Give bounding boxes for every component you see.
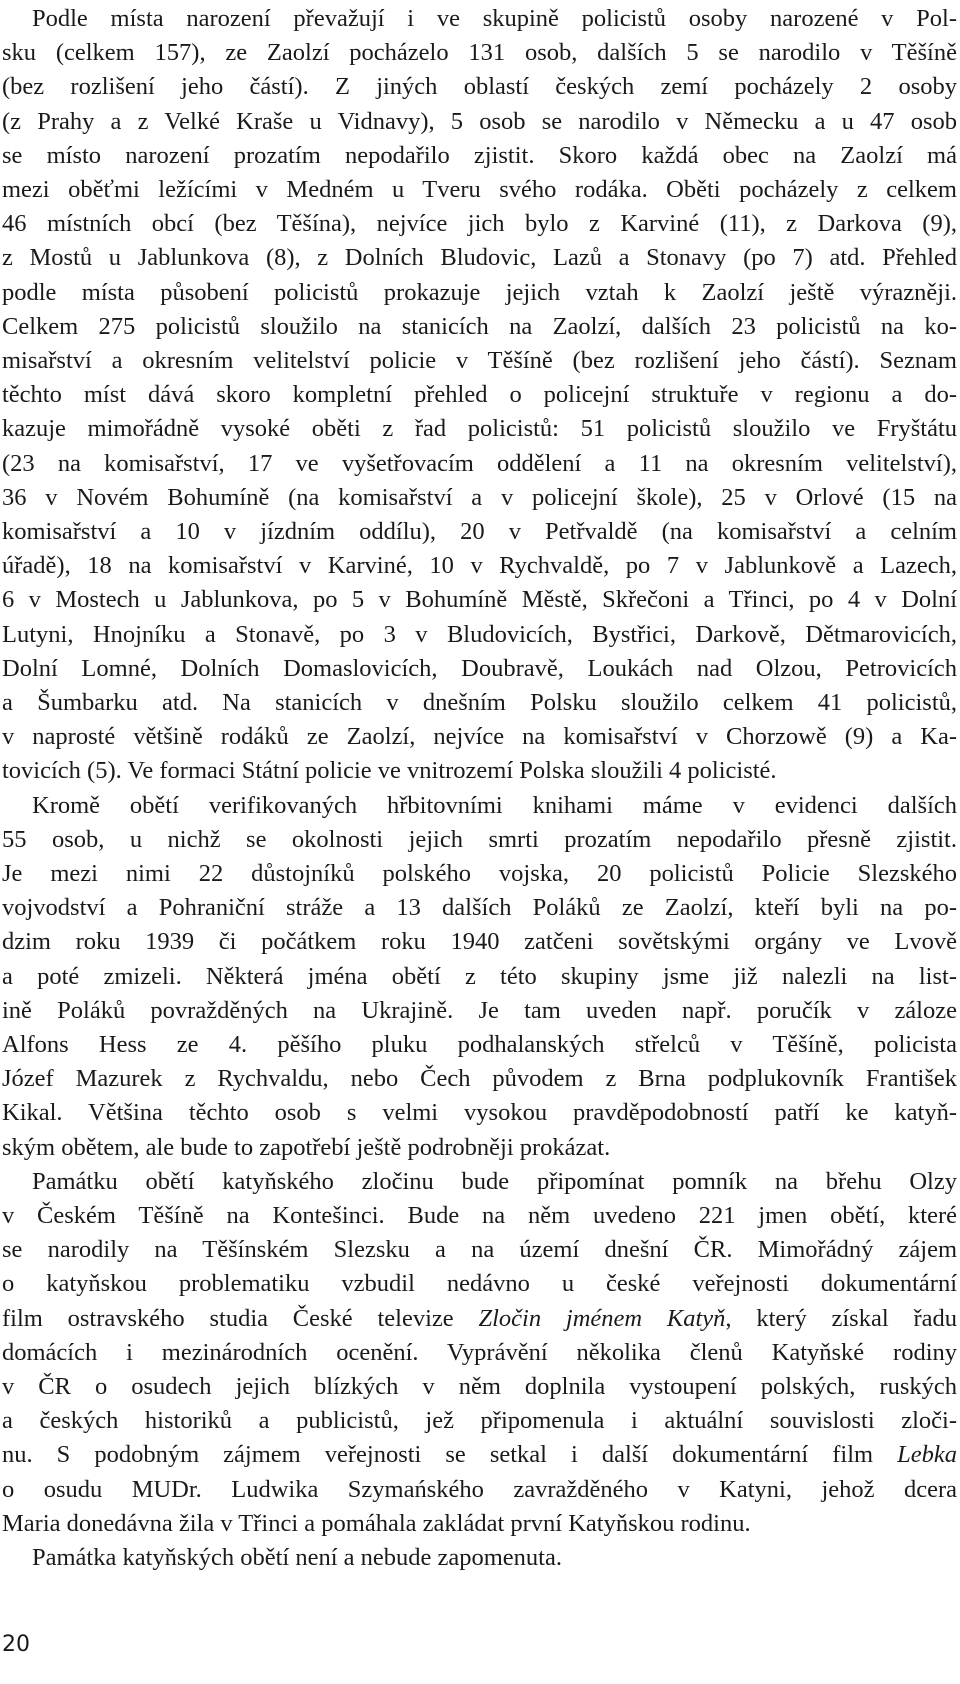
text-line-content: 55 osob, u nichž se okolnosti jejich smrti prozatím nepodařilo přesně zjistit. xyxy=(2,825,957,853)
text-line xyxy=(0,478,960,517)
page-number: 20 xyxy=(2,1632,30,1657)
text-line xyxy=(0,649,960,688)
text-line-content: Památka katyňských obětí není a nebude zapomenuta. xyxy=(32,1544,562,1571)
text-line xyxy=(0,888,960,927)
text-line-content: úřadě), 18 na komisařství v Karviné, 10 v Rychvaldě, po 7 v Jablunkově a Lazech, xyxy=(2,552,957,580)
text-line-content: mezi oběťmi ležícími v Medném u Tveru svého rodáka. Oběti pocházely z celkem xyxy=(2,176,957,203)
text-line xyxy=(0,170,960,209)
text-line xyxy=(0,717,960,756)
text-line-content: film ostravského studia České televize Zločin jménem Katyň, který získal řadu xyxy=(2,1304,957,1332)
text-line xyxy=(0,67,960,106)
text-line-content: se narodily na Těšínském Slezsku a na území dnešní ČR. Mimořádný zájem xyxy=(2,1236,957,1264)
text-line xyxy=(0,512,960,551)
text-line-content: Je mezi nimi 22 důstojníků polského vojska, 20 policistů Policie Slezského xyxy=(2,860,957,887)
text-line xyxy=(0,409,960,448)
text-line-content: těchto míst dává skoro kompletní přehled o policejní struktuře v regionu a do- xyxy=(2,381,957,409)
text-line xyxy=(0,1299,960,1338)
text-line xyxy=(0,1538,960,1577)
text-line xyxy=(0,1196,960,1235)
text-line-content: a českých historiků a publicistů, jež připomenula i aktuální souvislosti zloči- xyxy=(2,1407,957,1435)
text-line xyxy=(0,1264,960,1303)
text-line-content: 36 v Novém Bohumíně (na komisařství a v policejní škole), 25 v Orlové (15 na xyxy=(2,483,957,511)
text-line xyxy=(0,1230,960,1269)
text-line xyxy=(0,1401,960,1440)
text-line xyxy=(0,102,960,141)
film-title: Zločin jménem Katyň xyxy=(478,1304,726,1332)
text-line-content: (z Prahy a z Velké Kraše u Vidnavy), 5 osob se narodilo v Německu a u 47 osob xyxy=(2,107,957,135)
text-line xyxy=(0,615,960,654)
text-line-content: vojvodství a Pohraniční stráže a 13 dalších Poláků ze Zaolzí, kteří byli na po- xyxy=(2,894,957,922)
text-line xyxy=(0,786,960,825)
text-line xyxy=(0,1128,960,1167)
text-line xyxy=(0,991,960,1030)
text-line-content: ině Poláků povražděných na Ukrajině. Je tam uveden např. poručík v záloze xyxy=(2,996,957,1024)
text-line xyxy=(0,1333,960,1372)
text-line-content: Alfons Hess ze 4. pěšího pluku podhalanských střelců v Těšíně, policista xyxy=(2,1031,957,1058)
text-line-content: dzim roku 1939 či počátkem roku 1940 zatčeni sovětskými orgány ve Lvově xyxy=(2,928,957,956)
text-line xyxy=(0,957,960,996)
text-line xyxy=(0,546,960,585)
text-line-content: v ČR o osudech jejich blízkých v něm doplnila vystoupení polských, ruských xyxy=(2,1373,957,1400)
text-line xyxy=(0,273,960,312)
text-line xyxy=(0,683,960,722)
text-line-content: Podle místa narození převažují i ve skupině policistů osoby narozené v Pol- xyxy=(32,5,957,32)
text-line xyxy=(0,1093,960,1132)
text-line xyxy=(0,1504,960,1543)
text-line xyxy=(0,922,960,961)
text-line xyxy=(0,1470,960,1509)
text-line-content: z Mostů u Jablunkova (8), z Dolních Bludovic, Lazů a Stonavy (po 7) atd. Přehled xyxy=(2,244,957,272)
text-line-content: Dolní Lomné, Dolních Domaslovicích, Doubravě, Loukách nad Olzou, Petrovicích xyxy=(2,654,957,682)
film-title: Lebka xyxy=(897,1441,957,1469)
text-line-content: komisařství a 10 v jízdním oddílu), 20 v Petřvaldě (na komisařství a celním xyxy=(2,518,957,545)
text-line-content: Celkem 275 policistů sloužilo na stanicích na Zaolzí, dalších 23 policistů na ko- xyxy=(2,312,957,340)
text-line xyxy=(0,854,960,893)
text-line xyxy=(0,1059,960,1098)
text-line-content: sku (celkem 157), ze Zaolzí pocházelo 131 osob, dalších 5 se narodilo v Těšíně xyxy=(2,39,957,67)
text-line-content: kazuje mimořádně vysoké oběti z řad policistů: 51 policistů sloužilo ve Fryštátu xyxy=(2,415,957,443)
text-line-content: podle místa působení policistů prokazuje jejich vztah k Zaolzí ještě výrazněji. xyxy=(2,278,957,306)
text-line xyxy=(0,33,960,72)
text-line-content: nu. S podobným zájmem veřejnosti se setkal i další dokumentární film Lebka xyxy=(2,1441,957,1469)
text-line xyxy=(0,238,960,277)
text-line xyxy=(0,820,960,859)
text-line-content: 46 místních obcí (bez Těšína), nejvíce jich bylo z Karviné (11), z Darkova (9), xyxy=(2,210,957,238)
text-line-content: (23 na komisařství, 17 ve vyšetřovacím oddělení a 11 na okresním velitelství), xyxy=(2,449,957,477)
text-line xyxy=(0,375,960,414)
text-line xyxy=(0,1025,960,1064)
text-line xyxy=(0,580,960,619)
text-line-content: Maria donedávna žila v Třinci a pomáhala zakládat první Katyňskou rodinu. xyxy=(2,1509,751,1537)
text-line xyxy=(0,444,960,483)
text-line xyxy=(0,341,960,380)
text-line-content: Józef Mazurek z Rychvaldu, nebo Čech původem z Brna podplukovník František xyxy=(2,1065,957,1093)
text-line-content: se místo narození prozatím nepodařilo zjistit. Skoro každá obec na Zaolzí má xyxy=(2,141,957,169)
text-line xyxy=(0,1162,960,1201)
text-line xyxy=(0,1435,960,1474)
text-line xyxy=(0,751,960,790)
text-line-content: a poté zmizeli. Některá jména obětí z této skupiny jsme již nalezli na list- xyxy=(2,962,957,990)
text-line-content: 6 v Mostech u Jablunkova, po 5 v Bohumíně Městě, Skřečoni a Třinci, po 4 v Dolní xyxy=(2,586,957,614)
text-line-content: v naprosté většině rodáků ze Zaolzí, nejvíce na komisařství v Chorzowě (9) a Ka- xyxy=(2,723,957,751)
text-line-content: (bez rozlišení jeho částí). Z jiných oblastí českých zemí pocházely 2 osoby xyxy=(2,73,957,101)
text-line-content: Kikal. Většina těchto osob s velmi vysokou pravděpodobností patří ke katyň- xyxy=(2,1099,957,1127)
text-line-content: misařství a okresním velitelství policie v Těšíně (bez rozlišení jeho částí). Seznam xyxy=(2,347,957,374)
text-line-content: tovicích (5). Ve formaci Státní policie ve vnitrozemí Polska sloužili 4 policisté. xyxy=(2,757,777,785)
text-line-content: domácích i mezinárodních ocenění. Vyprávění několika členů Katyňské rodiny xyxy=(2,1338,957,1366)
text-line-content: ským obětem, ale bude to zapotřebí ještě podrobněji prokázat. xyxy=(2,1133,611,1161)
text-line-content: Památku obětí katyňského zločinu bude připomínat pomník na břehu Olzy xyxy=(32,1167,957,1195)
text-line-content: o osudu MUDr. Ludwika Szymańského zavražděného v Katyni, jehož dcera xyxy=(2,1475,957,1503)
text-line-content: a Šumbarku atd. Na stanicích v dnešním Polsku sloužilo celkem 41 policistů, xyxy=(2,689,957,716)
text-line xyxy=(0,136,960,175)
text-line xyxy=(0,1367,960,1406)
text-line-content: o katyňskou problematiku vzbudil nedávno u české veřejnosti dokumentární xyxy=(2,1270,957,1298)
text-line-content: v Českém Těšíně na Kontešinci. Bude na něm uvedeno 221 jmen obětí, které xyxy=(2,1202,957,1229)
text-line xyxy=(0,204,960,243)
text-line xyxy=(0,307,960,346)
text-line-content: Kromě obětí verifikovaných hřbitovními knihami máme v evidenci dalších xyxy=(32,791,957,819)
text-line-content: Lutyni, Hnojníku a Stonavě, po 3 v Bludovicích, Bystřici, Darkově, Dětmarovicích, xyxy=(2,620,957,648)
